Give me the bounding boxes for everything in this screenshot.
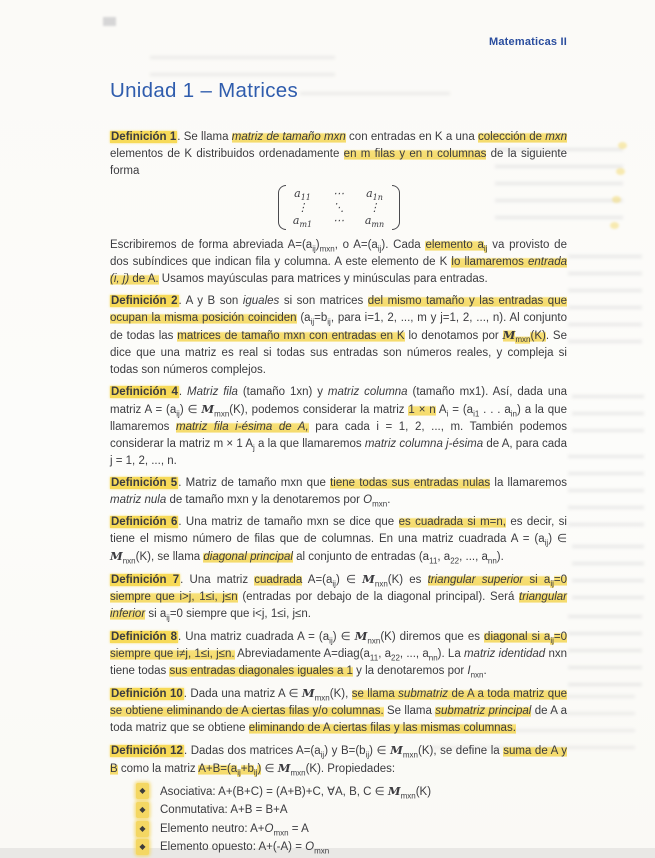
text-segment: =b bbox=[314, 311, 328, 324]
property-item bbox=[136, 802, 567, 820]
definition-label: Definición 12 bbox=[111, 744, 183, 757]
text-segment: sus entradas diagonales iguales a 1 bbox=[169, 664, 353, 677]
bleedthrough-mark bbox=[150, 56, 335, 80]
text-segment: =0 siempre que i≠j, 1≤i, j≤n. bbox=[110, 630, 567, 660]
bleedthrough-mark bbox=[568, 255, 642, 355]
text-segment: mxn bbox=[273, 827, 289, 837]
text-segment: . Se dice que una matriz es real si todas sus entradas son números reales, y compleja si todas son números complejos. bbox=[110, 329, 567, 376]
text-segment: lo denotamos por bbox=[404, 329, 503, 342]
text-segment: (K), se llama bbox=[135, 550, 204, 563]
text-segment: Abreviadamente A=diag(a bbox=[234, 647, 370, 660]
text-segment: ij bbox=[176, 408, 180, 418]
matrix-cell bbox=[365, 187, 385, 201]
text-segment: ij bbox=[327, 316, 331, 326]
text-segment: =0 siempre que bbox=[110, 573, 567, 603]
text-segment: ) bbox=[315, 238, 320, 251]
text-segment: de tamaño mxn y la denotaremos por bbox=[166, 493, 364, 506]
text-segment: triangular superior bbox=[427, 573, 524, 586]
text-segment: . bbox=[387, 493, 391, 506]
text-segment: Matriz fila bbox=[187, 385, 238, 398]
text-segment: de la siguiente forma bbox=[110, 148, 567, 177]
text-segment: y la denotaremos por bbox=[352, 664, 468, 677]
text-segment: elementos de K distribuidos ordenadamente bbox=[110, 148, 344, 160]
definition-paragraph bbox=[110, 129, 567, 180]
text-segment: ij bbox=[312, 243, 316, 253]
text-segment: ⋱ bbox=[333, 200, 344, 214]
text-segment: I bbox=[467, 664, 471, 677]
text-segment: . Dada una matriz A ∈ bbox=[183, 687, 302, 700]
matrix-cell bbox=[293, 214, 313, 228]
text-segment: ) ∈ bbox=[335, 573, 363, 586]
text-segment: 22 bbox=[450, 555, 460, 565]
text-segment: Elemento opuesto: A+(-A) = bbox=[160, 841, 306, 853]
text-segment: ij bbox=[365, 749, 370, 759]
text-segment: matriz columna bbox=[327, 385, 408, 398]
text-segment: . A y B son bbox=[178, 294, 243, 307]
definition-label: Definición 1 bbox=[111, 131, 177, 143]
text-segment: ) ∈ bbox=[369, 744, 391, 757]
text-segment: Escribiremos de forma abreviada A=(a bbox=[110, 238, 313, 251]
unit-title: Unidad 1 – Matrices bbox=[110, 79, 299, 102]
text-segment: nxn bbox=[367, 635, 381, 645]
text-segment: M bbox=[502, 327, 516, 342]
text-segment: de A a toda matriz que se obtiene bbox=[110, 704, 567, 734]
text-segment: mxn bbox=[545, 131, 568, 143]
matrix-display bbox=[110, 185, 567, 230]
text-segment: a bbox=[292, 214, 300, 227]
text-segment: M bbox=[201, 401, 215, 416]
text-segment: A+B=(a bbox=[198, 762, 238, 775]
text-segment: O bbox=[305, 841, 315, 853]
text-segment: diagonal si a bbox=[484, 630, 551, 643]
text-segment: mxn bbox=[314, 846, 330, 856]
text-segment: a la que llamaremos bbox=[254, 437, 365, 450]
text-segment: . Una matriz bbox=[180, 573, 255, 586]
text-segment: mxn bbox=[319, 243, 335, 253]
text-segment: in bbox=[510, 408, 517, 418]
bleedthrough-highlight-dot bbox=[616, 168, 625, 175]
text-segment: ij bbox=[253, 767, 258, 777]
matrix-cell bbox=[329, 187, 349, 201]
text-segment: (K) es bbox=[387, 573, 428, 586]
definition-label: Definición 8 bbox=[111, 630, 178, 643]
text-segment: (K) diremos que es bbox=[380, 630, 485, 643]
definition-label: Definición 5 bbox=[111, 476, 178, 489]
definition-paragraph bbox=[110, 475, 567, 509]
bleedthrough-mark bbox=[568, 615, 642, 699]
text-segment: 22 bbox=[391, 652, 400, 662]
text-segment: para cada i = 1, 2, ..., m. También podemos considerar la matriz m × 1 A bbox=[110, 420, 567, 450]
text-segment: M bbox=[301, 685, 315, 700]
text-segment: A bbox=[435, 403, 447, 416]
matrix-cell bbox=[293, 187, 313, 201]
text-segment: i1 bbox=[473, 408, 480, 418]
text-segment: nn bbox=[428, 652, 438, 662]
bleedthrough-mark bbox=[300, 92, 450, 102]
definition-paragraph bbox=[110, 384, 567, 470]
definition-paragraph bbox=[110, 628, 567, 680]
text-segment: va provisto de dos subíndices que indican fila y columna. A este elemento de K bbox=[110, 238, 567, 268]
text-segment: si a bbox=[523, 573, 551, 586]
text-segment: ) ∈ bbox=[332, 630, 355, 643]
text-segment: la llamaremos bbox=[490, 476, 567, 489]
text-segment: (tamaño mx1). Así, dada una matriz A = (a bbox=[110, 385, 568, 416]
text-segment: lo llamaremos bbox=[451, 255, 528, 268]
definition-paragraph bbox=[110, 571, 567, 623]
text-segment: . . . a bbox=[479, 403, 511, 416]
property-text bbox=[160, 802, 288, 820]
text-segment: matriz fila i-ésima de A, bbox=[176, 420, 309, 433]
text-segment: a bbox=[366, 187, 373, 200]
text-segment: ij bbox=[377, 243, 382, 253]
text-segment: es cuadrada si m=n, bbox=[398, 515, 506, 528]
text-segment: (K), bbox=[329, 687, 352, 700]
text-segment: Se llama bbox=[383, 704, 436, 717]
text-segment: (K) bbox=[530, 329, 546, 342]
text-segment: ). La bbox=[437, 647, 464, 660]
definition-paragraph bbox=[110, 742, 567, 778]
text-segment: con entradas en K a una bbox=[345, 131, 478, 143]
property-text bbox=[160, 783, 431, 802]
text-segment: Usamos mayúsculas para matrices y minúsculas para entradas. bbox=[158, 272, 488, 285]
text-segment: =0 siempre que i<j, 1≤i, j≤n. bbox=[169, 607, 311, 620]
text-segment: . Dadas dos matrices A=(a bbox=[183, 744, 321, 757]
text-segment: , ..., a bbox=[459, 550, 488, 563]
text-segment: matriz nula bbox=[110, 493, 167, 506]
text-segment: ) a la que llamaremos bbox=[110, 403, 567, 433]
text-segment: ) ∈ bbox=[179, 403, 202, 416]
properties-list bbox=[110, 783, 567, 857]
definition-label: Definición 7 bbox=[111, 573, 180, 586]
text-segment: es decir, si tiene el mismo número de filas que de columnas. En una matriz cuadrada A = (a bbox=[110, 515, 567, 545]
bullet-icon: ◆ bbox=[136, 821, 149, 837]
text-segment: ). Cada bbox=[381, 238, 426, 251]
text-segment: Asociativa: A+(B+C) = (A+B)+C, ∀A, B, C ∈ bbox=[160, 785, 388, 798]
text-segment: ij bbox=[310, 316, 315, 326]
text-segment: ij bbox=[320, 749, 325, 759]
matrix-cell bbox=[365, 214, 385, 228]
text-segment: Elemento neutro: A+ bbox=[160, 822, 265, 835]
text-segment: submatriz bbox=[398, 687, 449, 700]
text-segment: M bbox=[390, 742, 403, 757]
text-segment: (K), podemos considerar la matriz bbox=[229, 403, 409, 416]
text-segment: ij bbox=[332, 578, 336, 588]
text-segment: mxn bbox=[402, 749, 418, 759]
bleedthrough-mark bbox=[568, 455, 644, 529]
text-segment: (K). Propiedades: bbox=[305, 762, 396, 775]
matrix-paren-left bbox=[278, 185, 286, 230]
text-segment: a bbox=[294, 187, 301, 200]
scan-smudge bbox=[103, 17, 116, 26]
text-segment: matrices de tamaño mxn con entradas en K bbox=[177, 329, 405, 342]
text-segment: ). bbox=[496, 550, 504, 563]
matrix-grid bbox=[286, 185, 392, 230]
text-segment: nxn bbox=[122, 555, 136, 565]
bleedthrough-mark bbox=[572, 395, 644, 439]
text-segment: A=(a bbox=[302, 573, 333, 586]
definition-paragraph bbox=[110, 514, 567, 566]
text-segment: , ..., a bbox=[399, 647, 429, 660]
text-segment: . bbox=[483, 664, 487, 677]
text-segment: mxn bbox=[314, 692, 330, 702]
definition-label: Definición 4 bbox=[111, 385, 178, 398]
text-segment: 1 × n bbox=[408, 403, 436, 416]
text-segment: j bbox=[253, 442, 255, 452]
text-segment: colección de bbox=[478, 131, 546, 143]
text-segment: ⋮ bbox=[369, 200, 380, 214]
property-text bbox=[160, 821, 309, 839]
text-segment: como la matriz bbox=[117, 762, 199, 775]
text-segment: matriz de tamaño mxn bbox=[231, 131, 346, 143]
property-item bbox=[136, 783, 567, 802]
text-segment: a bbox=[364, 214, 372, 227]
text-segment: ⋮ bbox=[297, 200, 308, 214]
text-segment: nxn tiene todas bbox=[110, 647, 567, 677]
definition-paragraph bbox=[110, 685, 567, 737]
text-segment: ij bbox=[550, 635, 554, 645]
text-segment: matriz identidad bbox=[463, 647, 546, 660]
text-segment: i>j, 1≤i, j≤n bbox=[179, 590, 238, 603]
text-segment: (K), se define la bbox=[417, 744, 504, 757]
text-segment: i bbox=[446, 408, 449, 418]
bullet-icon: ◆ bbox=[136, 802, 149, 818]
definition-paragraph bbox=[110, 237, 567, 288]
text-segment: mn bbox=[371, 220, 385, 230]
text-segment: de A, para cada j = 1, 2, ..., n. bbox=[110, 437, 567, 467]
text-segment: ⋯ bbox=[333, 214, 344, 227]
bleedthrough-highlight-dot bbox=[612, 196, 621, 203]
text-segment: al conjunto de entradas (a bbox=[292, 550, 430, 563]
text-segment: nxn bbox=[470, 669, 484, 679]
text-segment: eliminando de A ciertas filas y las mismas columnas. bbox=[248, 721, 516, 734]
property-text bbox=[160, 839, 329, 857]
text-segment: ij bbox=[166, 612, 170, 622]
text-segment: = A bbox=[288, 822, 309, 835]
text-segment: submatriz principal bbox=[435, 704, 532, 717]
matrix-cell bbox=[293, 201, 313, 215]
text-segment: ij bbox=[237, 767, 241, 777]
text-segment: , para i=1, 2, ..., m y j=1, 2, ..., n). Al conjunto de todas las bbox=[110, 311, 567, 342]
text-segment: (K) bbox=[415, 785, 432, 798]
matrix-cell bbox=[329, 201, 349, 215]
text-segment: mxn bbox=[400, 790, 416, 800]
text-segment: matriz columna j-ésima bbox=[364, 437, 484, 450]
text-segment: Conmutativa: A+B = B+A bbox=[160, 804, 288, 816]
text-segment: mxn bbox=[372, 498, 388, 508]
text-segment: M bbox=[277, 760, 291, 775]
text-segment: . Una matriz cuadrada A = (a bbox=[178, 630, 330, 643]
bleedthrough-highlight-dot bbox=[610, 222, 619, 229]
text-segment: suma de A y B bbox=[110, 744, 568, 775]
definition-label: Definición 6 bbox=[111, 515, 178, 528]
text-segment: M bbox=[387, 783, 401, 798]
text-segment: del mismo tamaño y las entradas que ocupan la misma posición coinciden bbox=[110, 294, 567, 324]
text-segment: ij bbox=[544, 537, 549, 547]
text-segment: en m filas y en n columnas bbox=[343, 148, 487, 160]
text-segment: si son matrices bbox=[279, 294, 368, 307]
text-segment: (tamaño 1xn) y bbox=[237, 385, 328, 398]
text-segment: 11 bbox=[369, 652, 379, 662]
definition-paragraph bbox=[110, 293, 567, 379]
definition-label: Definición 10 bbox=[111, 687, 183, 700]
text-segment: . Matriz de tamaño mxn que bbox=[178, 476, 331, 489]
document-content bbox=[110, 129, 567, 858]
text-segment: nn bbox=[487, 555, 497, 565]
text-segment: de A. bbox=[129, 272, 159, 285]
text-segment: mxn bbox=[214, 408, 230, 418]
text-segment: (a bbox=[296, 311, 311, 324]
text-segment: entrada (i, j) bbox=[110, 255, 567, 285]
text-segment: cuadrada bbox=[254, 573, 303, 586]
text-segment: . Una matriz de tamaño mxn se dice que bbox=[178, 515, 399, 528]
text-segment: se llama bbox=[351, 687, 399, 700]
text-segment: mxn bbox=[515, 334, 531, 344]
text-segment: ) y B=(b bbox=[324, 744, 366, 757]
text-segment: 11 bbox=[429, 555, 438, 565]
text-segment: nxn bbox=[374, 578, 388, 588]
text-segment: 1n bbox=[372, 193, 383, 203]
text-segment: ⋯ bbox=[333, 187, 344, 200]
text-segment: diagonal principal bbox=[203, 550, 293, 563]
matrix-cell bbox=[329, 214, 349, 228]
matrix-paren-right bbox=[392, 185, 400, 230]
text-segment: = (a bbox=[448, 403, 474, 416]
text-segment: ) ∈ bbox=[548, 532, 567, 545]
bullet-icon: ◆ bbox=[136, 783, 149, 799]
matrix-cell bbox=[365, 201, 385, 215]
text-segment: +b bbox=[240, 762, 254, 775]
bleedthrough-highlight-dot bbox=[618, 142, 627, 149]
text-segment: , a bbox=[378, 647, 392, 660]
text-segment: . bbox=[178, 385, 188, 398]
text-segment: iguales bbox=[242, 294, 280, 307]
text-segment: ij bbox=[550, 578, 554, 588]
text-segment: O bbox=[264, 822, 274, 835]
text-segment: ∈ bbox=[261, 762, 278, 775]
property-item bbox=[136, 839, 567, 857]
text-segment: M bbox=[362, 571, 375, 586]
bleedthrough-mark bbox=[572, 545, 644, 603]
text-segment: 11 bbox=[300, 193, 311, 203]
text-segment: . Se llama bbox=[177, 131, 232, 143]
text-segment: m1 bbox=[299, 220, 313, 230]
bullet-icon: ◆ bbox=[136, 839, 149, 855]
text-segment: elemento a bbox=[425, 238, 484, 251]
text-segment: M bbox=[110, 548, 123, 563]
text-segment: , a bbox=[437, 550, 451, 563]
definition-label: Definición 2 bbox=[111, 294, 178, 307]
text-segment: si a bbox=[145, 607, 167, 620]
text-segment: triangular inferior bbox=[110, 590, 567, 620]
text-segment: (entradas por debajo de la diagonal principal). Será bbox=[237, 590, 520, 603]
text-segment: O bbox=[363, 493, 373, 506]
text-segment: mxn bbox=[290, 767, 306, 777]
text-segment: ij bbox=[483, 243, 488, 253]
text-segment: , o A=(a bbox=[334, 238, 378, 251]
text-segment: M bbox=[354, 628, 368, 643]
course-label: Matematicas II bbox=[488, 36, 567, 48]
text-segment: tiene todas sus entradas nulas bbox=[330, 476, 491, 489]
property-item bbox=[136, 821, 567, 839]
text-segment: ij bbox=[329, 635, 333, 645]
text-segment: de A a toda matriz que se obtiene eliminando de A ciertas filas y/o columnas. bbox=[110, 687, 567, 717]
text-segment: ) bbox=[257, 762, 262, 775]
